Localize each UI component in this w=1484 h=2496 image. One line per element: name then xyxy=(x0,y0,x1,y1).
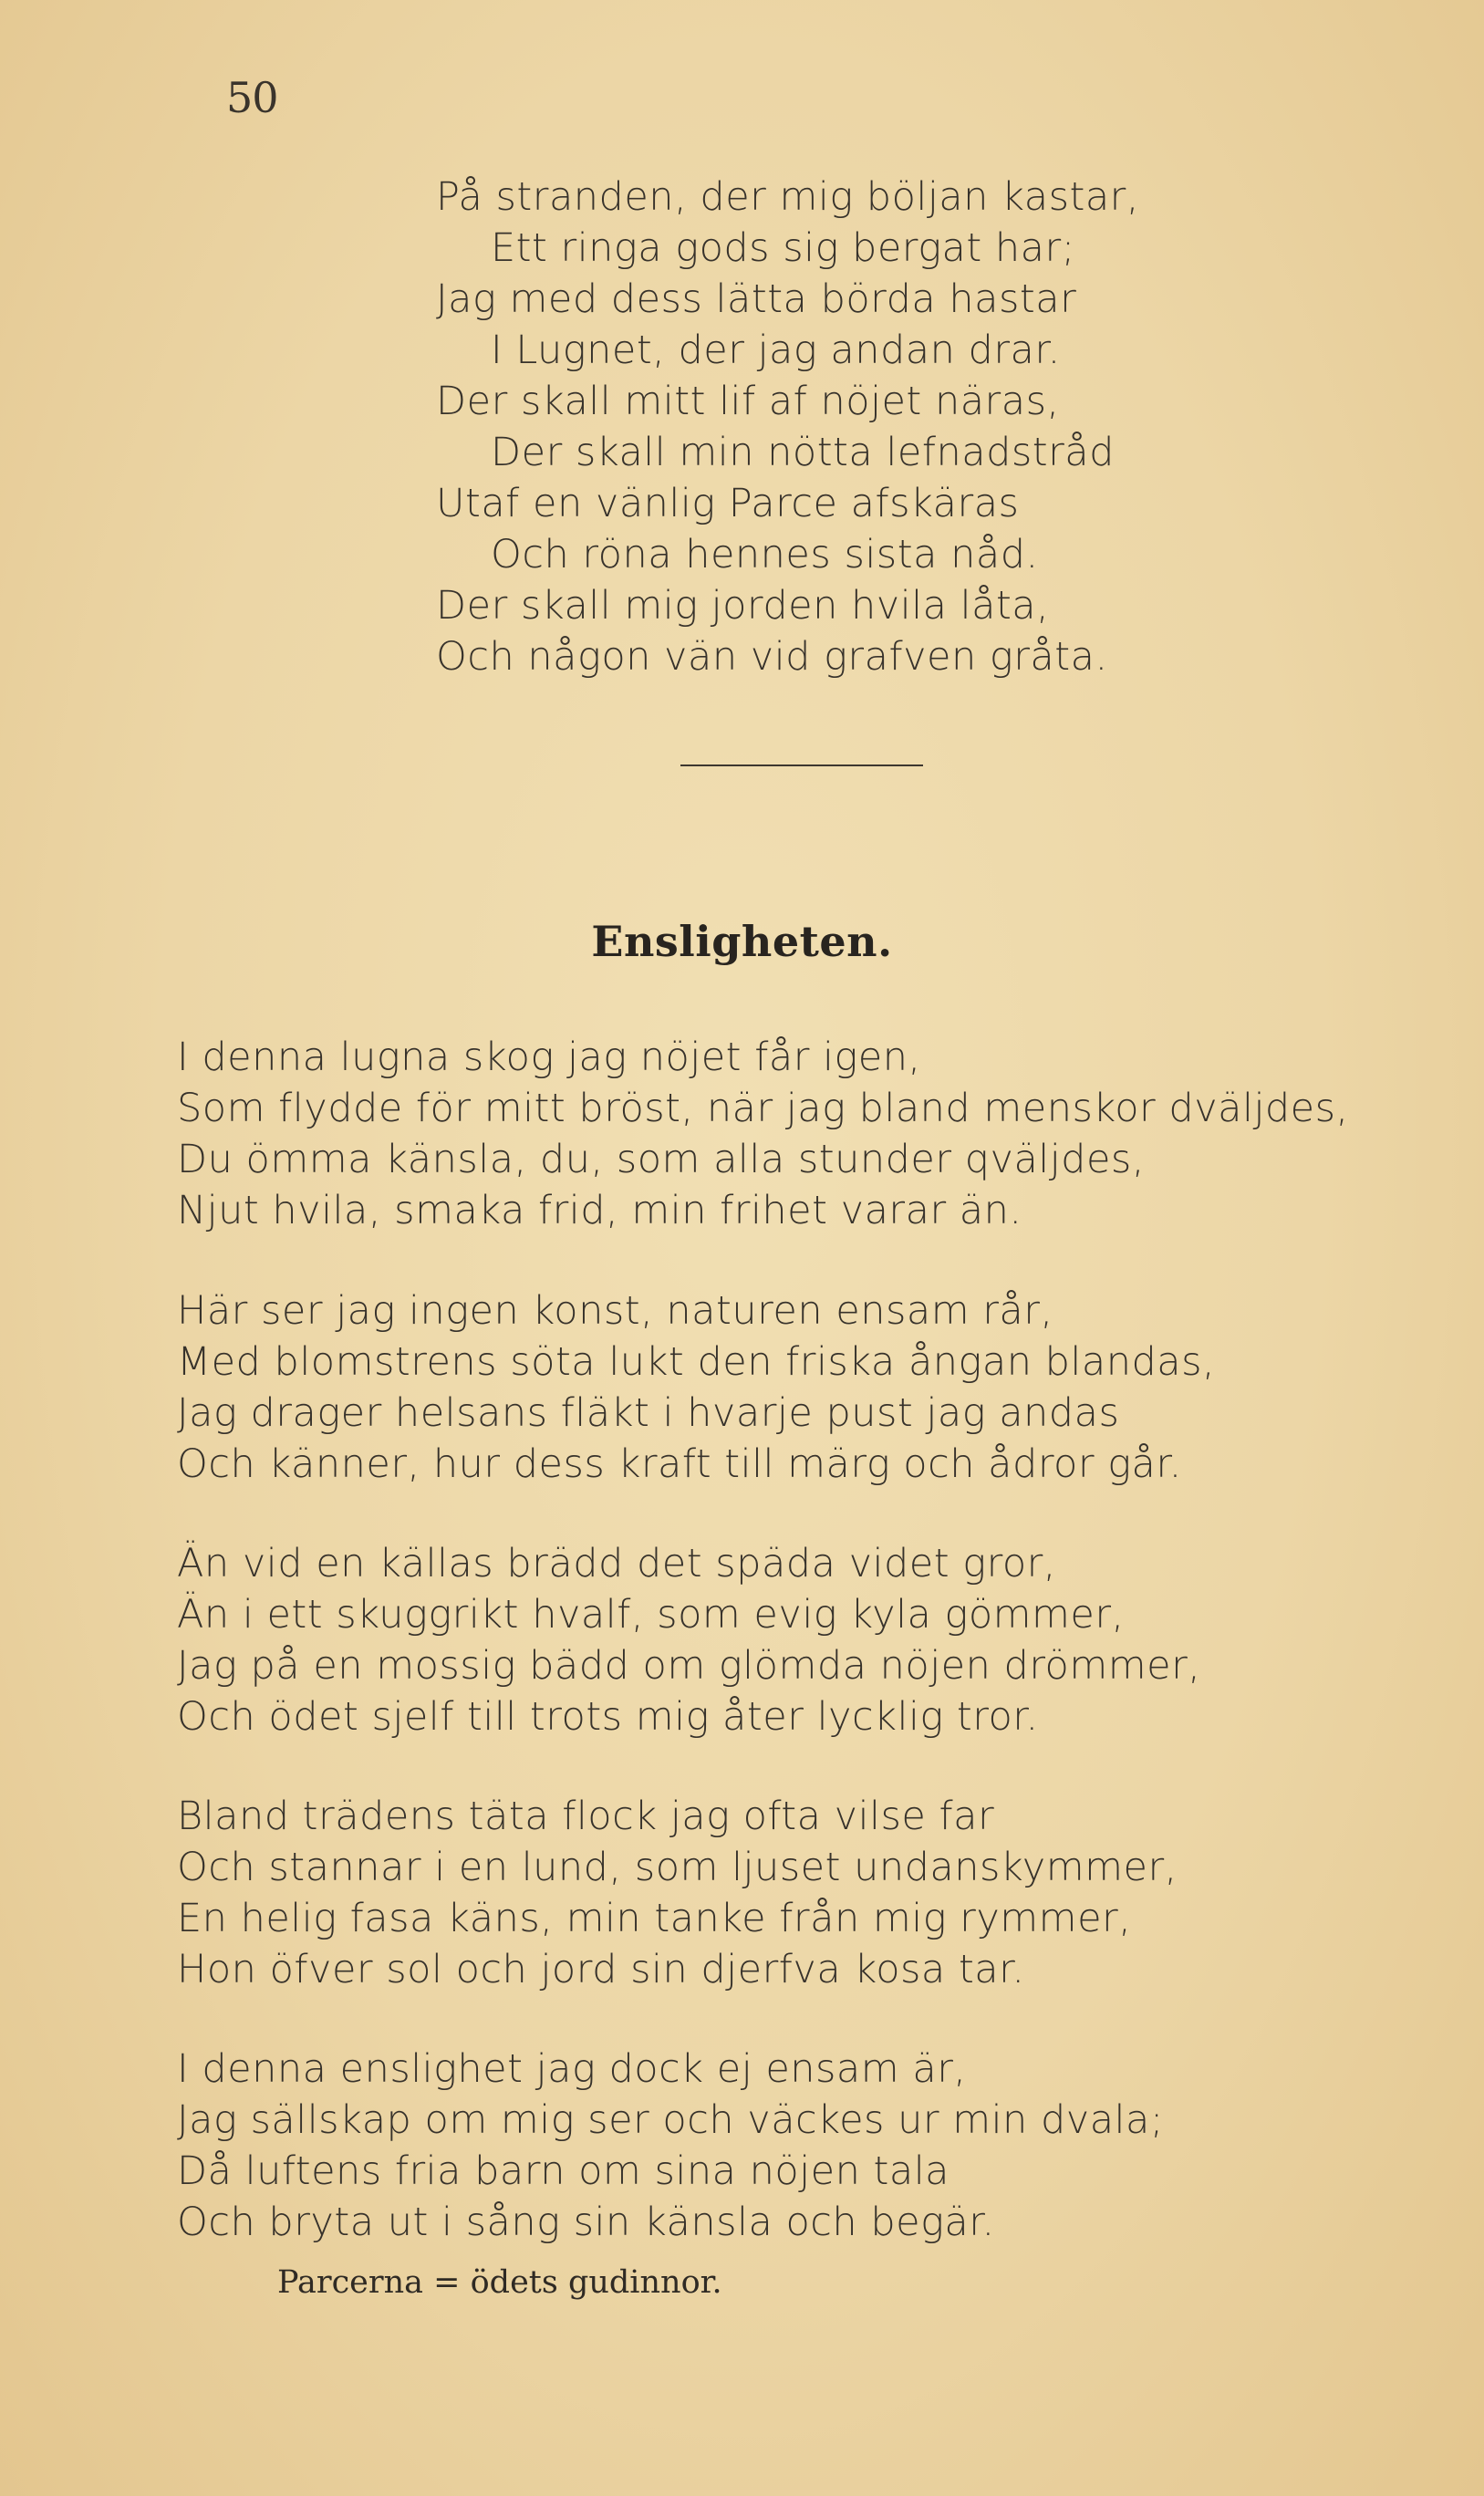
poem-title: Ensligheten. xyxy=(591,917,893,966)
stanza-3 xyxy=(177,1538,1200,1742)
poem-line: Bland trädens täta flock jag ofta vilse far xyxy=(177,1794,995,1839)
poem-line: Med blomstrens söta lukt den friska ångan blandas, xyxy=(177,1339,1216,1385)
section-divider xyxy=(680,764,923,766)
poem-line: I denna enslighet jag dock ej ensam är, xyxy=(177,2046,967,2092)
poem-line: Och bryta ut i sång sin känsla och begär. xyxy=(177,2200,995,2245)
poem-line: Der skall mitt lif af nöjet näras, xyxy=(436,379,1060,424)
poem-line: Än vid en källas brädd det späda videt gror, xyxy=(177,1541,1056,1586)
poem-line: Hon öfver sol och jord sin djerfva kosa tar. xyxy=(177,1947,1025,1992)
poem-line: I Lugnet, der jag andan drar. xyxy=(491,328,1061,373)
poem-line: Då luftens fria barn om sina nöjen tala xyxy=(177,2148,950,2194)
poem-line: På stranden, der mig böljan kastar, xyxy=(436,174,1140,220)
poem-line: Här ser jag ingen konst, naturen ensam rår, xyxy=(177,1288,1053,1334)
poem-line: Jag drager helsans fläkt i hvarje pust jag andas xyxy=(177,1390,1120,1436)
poem-line: Ett ringa gods sig bergat har; xyxy=(491,225,1075,271)
opening-poem xyxy=(436,172,1139,682)
poem-line: Njut hvila, smaka frid, min frihet varar än. xyxy=(177,1188,1022,1233)
poem-line: Utaf en vänlig Parce afskäras xyxy=(436,481,1020,526)
stanza-2 xyxy=(177,1285,1215,1490)
poem-line: Än i ett skuggrikt hvalf, som evig kyla gömmer, xyxy=(177,1592,1125,1638)
poem-line: I denna lugna skog jag nöjet får igen, xyxy=(177,1035,921,1080)
poem-line: Och stannar i en lund, som ljuset undanskymmer, xyxy=(177,1845,1178,1890)
poem-line: Och någon vän vid grafven gråta. xyxy=(436,634,1108,680)
footnote: Parcerna = ödets gudinnor. xyxy=(277,2264,722,2301)
poem-line: En helig fasa käns, min tanke från mig rymmer, xyxy=(177,1896,1132,1941)
page-number: 50 xyxy=(226,73,278,122)
stanza-4 xyxy=(177,1791,1178,1995)
poem-line: Och röna hennes sista nåd. xyxy=(491,532,1039,577)
poem-line: Du ömma känsla, du, som alla stunder qväljdes, xyxy=(177,1137,1146,1182)
poem-line: Jag på en mossig bädd om glömda nöjen drömmer, xyxy=(177,1643,1201,1689)
stanza-1 xyxy=(177,1032,1349,1236)
poem-line: Der skall min nötta lefnadstråd xyxy=(491,430,1115,475)
poem-line: Som flydde för mitt bröst, när jag bland menskor dväljdes, xyxy=(177,1086,1349,1131)
poem-line: Der skall mig jorden hvila låta, xyxy=(436,583,1050,629)
poem-line: Och ödet sjelf till trots mig åter lycklig tror. xyxy=(177,1694,1039,1740)
poem-line: Jag sällskap om mig ser och väckes ur min dvala; xyxy=(177,2097,1164,2143)
poem-line: Jag med dess lätta börda hastar xyxy=(436,276,1077,322)
stanza-5 xyxy=(177,2044,1164,2248)
poem-line: Och känner, hur dess kraft till märg och ådror går. xyxy=(177,1441,1182,1487)
